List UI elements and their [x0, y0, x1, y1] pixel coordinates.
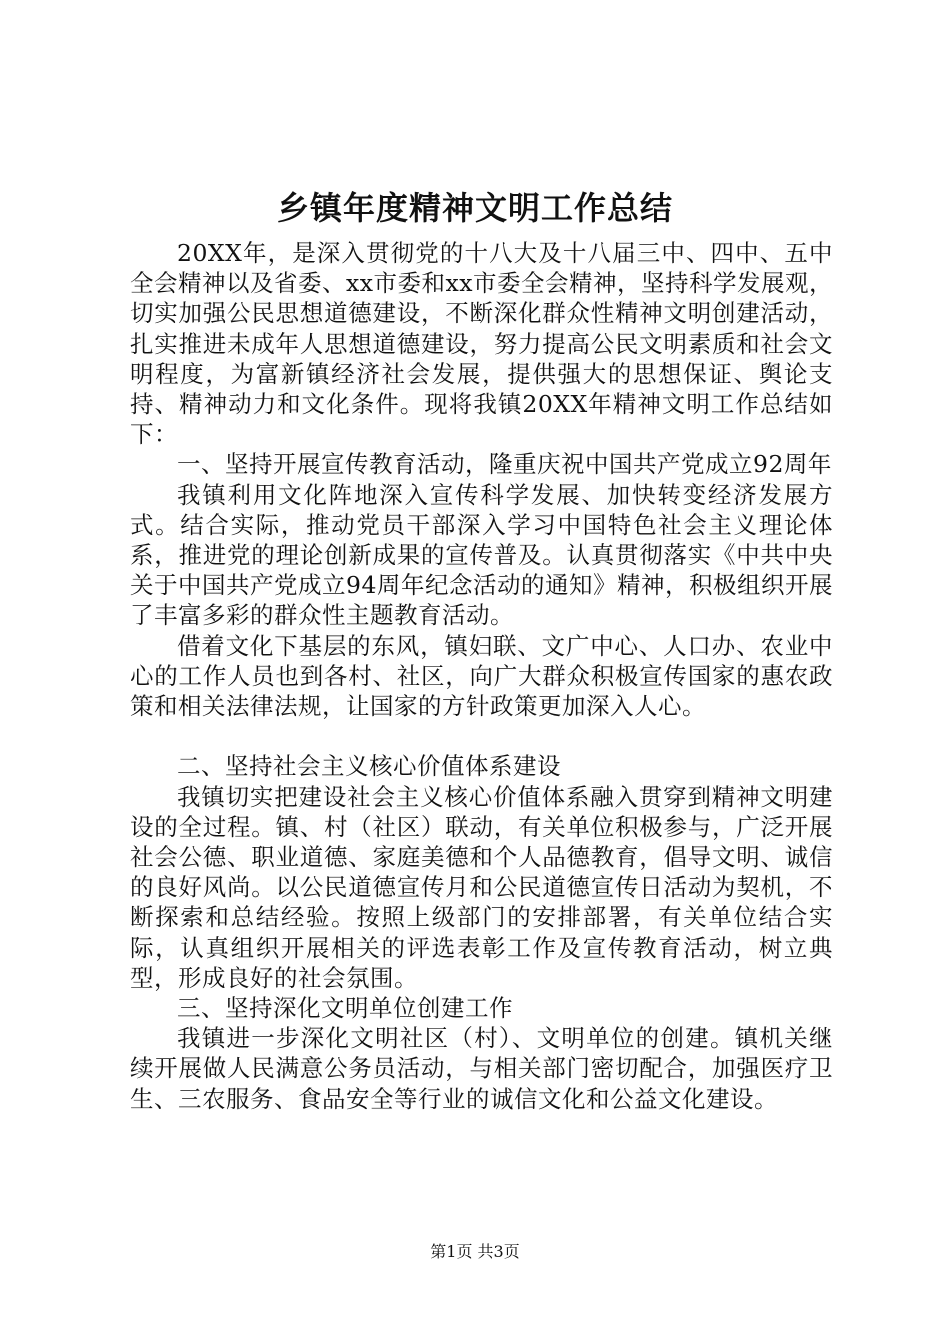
section-heading-3: 三、坚持深化文明单位创建工作 [177, 994, 513, 1023]
section-heading-2: 二、坚持社会主义核心价值体系建设 [177, 752, 561, 781]
document-body [130, 238, 833, 1114]
intro-paragraph: 20XX年，是深入贯彻党的十八大及十八届三中、四中、五中全会精神以及省委、xx市委和xx市委全会精神，坚持科学发展观，切实加强公民思想道德建设，不断深化群众性精神文明创建活动，扎实推进未成年人思想道德建设，努力提高公民文明素质和社会文明程度，为富新镇经济社会发展，提供强大的思想保证、舆论支持、精神动力和文化条件。现将我镇20XX年精神文明工作总结如下： [130, 239, 834, 449]
document-title: 乡镇年度精神文明工作总结 [276, 189, 673, 227]
section-heading-1: 一、坚持开展宣传教育活动，隆重庆祝中国共产党成立92周年 [177, 450, 832, 479]
section-1-paragraph-2: 借着文化下基层的东风，镇妇联、文广中心、人口办、农业中心的工作人员也到各村、社区，向广大群众积极宣传国家的惠农政策和相关法律法规，让国家的方针政策更加深入人心。 [130, 631, 833, 721]
section-1-paragraph-1: 我镇利用文化阵地深入宣传科学发展、加快转变经济发展方式。结合实际，推动党员干部深入学习中国特色社会主义理论体系，推进党的理论创新成果的宣传普及。认真贯彻落实《中共中央关于中国共产党成立94周年纪念活动的通知》精神，积极组织开展了丰富多彩的群众性主题教育活动。 [130, 480, 833, 630]
page-footer: 第1页 共3页 [430, 1242, 520, 1261]
blank-line [130, 721, 833, 751]
section-2-paragraph: 我镇切实把建设社会主义核心价值体系融入贯穿到精神文明建设的全过程。镇、村（社区）联动，有关单位积极参与，广泛开展社会公德、职业道德、家庭美德和个人品德教育，倡导文明、诚信的良好风尚。以公民道德宣传月和公民道德宣传日活动为契机，不断探索和总结经验。按照上级部门的安排部署，有关单位结合实际，认真组织开展相关的评选表彰工作及宣传教育活动，树立典型，形成良好的社会氛围。 [130, 782, 833, 992]
section-3-paragraph: 我镇进一步深化文明社区（村）、文明单位的创建。镇机关继续开展做人民满意公务员活动，与相关部门密切配合，加强医疗卫生、三农服务、食品安全等行业的诚信文化和公益文化建设。 [130, 1024, 833, 1113]
